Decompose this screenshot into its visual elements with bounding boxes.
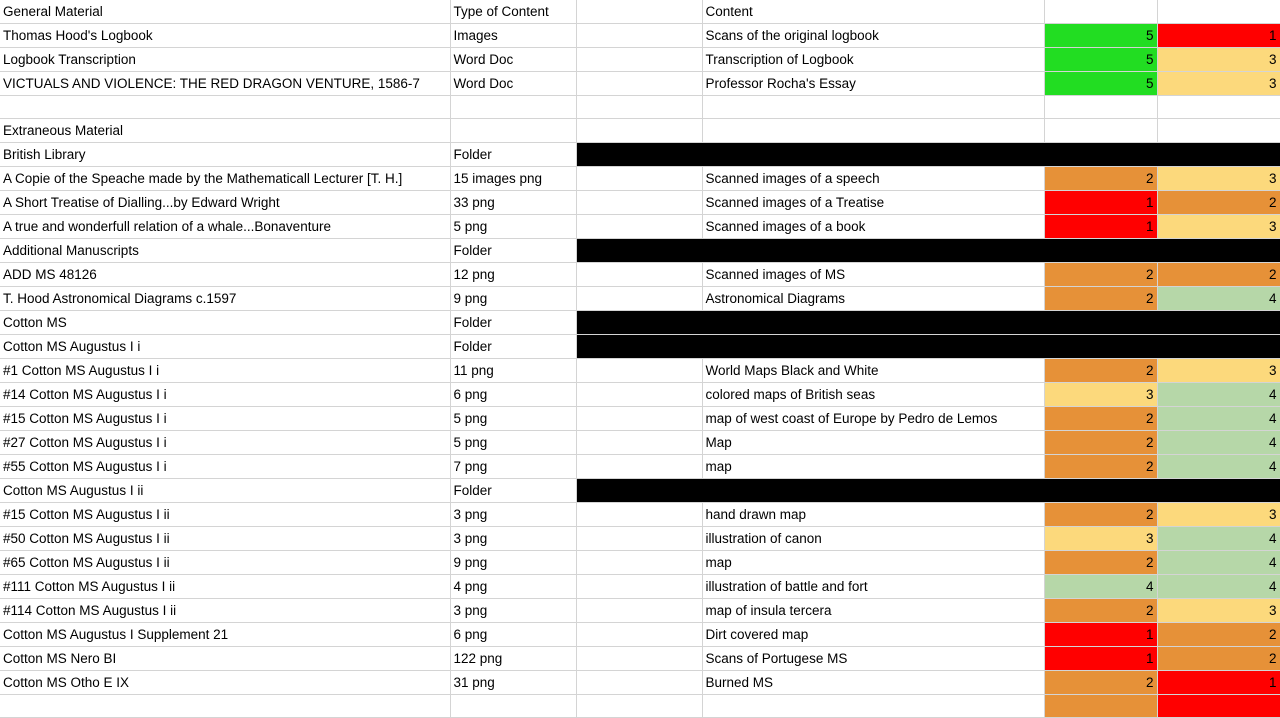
table-row[interactable]	[0, 191, 1280, 215]
cell-general-material[interactable]: Logbook Transcription	[0, 48, 450, 72]
cell-user-friendly-rating[interactable]: 4	[1157, 287, 1280, 311]
cell-general-material[interactable]: Cotton MS Augustus I ii	[0, 479, 450, 503]
cell-content[interactable]	[702, 119, 1044, 143]
cell-type-of-content[interactable]: 33 png	[450, 191, 576, 215]
cell-type-of-content[interactable]: 4 png	[450, 575, 576, 599]
cell-general-material[interactable]: #50 Cotton MS Augustus I ii	[0, 527, 450, 551]
table-row[interactable]	[0, 503, 1280, 527]
cell-useful-rating[interactable]: 5	[1044, 72, 1157, 96]
cell-type-of-content[interactable]: 6 png	[450, 383, 576, 407]
cell-user-friendly-rating[interactable]: 3	[1157, 599, 1280, 623]
cell-user-friendly-rating[interactable]: 4	[1157, 551, 1280, 575]
section-divider-bar	[576, 239, 1280, 263]
cell-type-of-content[interactable]: Images	[450, 24, 576, 48]
cell-spacer[interactable]	[576, 191, 702, 215]
cell-content[interactable]: Professor Rocha's Essay	[702, 72, 1044, 96]
cell-general-material[interactable]: #15 Cotton MS Augustus I i	[0, 407, 450, 431]
cell-type-of-content[interactable]: 9 png	[450, 551, 576, 575]
cell-spacer[interactable]	[576, 599, 702, 623]
cell-user-friendly-rating[interactable]: 4	[1157, 383, 1280, 407]
table-row[interactable]	[0, 287, 1280, 311]
cell-useful-rating[interactable]: 1	[1044, 623, 1157, 647]
cell-user-friendly-rating[interactable]: 3	[1157, 503, 1280, 527]
cell-content[interactable]	[702, 695, 1044, 718]
table-row[interactable]	[0, 575, 1280, 599]
column-header-content[interactable]: Content	[702, 0, 1044, 24]
cell-spacer[interactable]	[576, 48, 702, 72]
table-row[interactable]	[0, 623, 1280, 647]
cell-useful-rating[interactable]: 1	[1044, 647, 1157, 671]
cell-user-friendly-rating[interactable]: 4	[1157, 527, 1280, 551]
cell-type-of-content[interactable]: 3 png	[450, 503, 576, 527]
cell-type-of-content[interactable]: 6 png	[450, 623, 576, 647]
cell-useful-rating[interactable]: 1	[1044, 215, 1157, 239]
cell-general-material[interactable]: Extraneous Material	[0, 119, 450, 143]
cell-general-material[interactable]: #114 Cotton MS Augustus I ii	[0, 599, 450, 623]
table-row[interactable]	[0, 119, 1280, 143]
cell-useful-rating[interactable]: 2	[1044, 167, 1157, 191]
cell-type-of-content[interactable]: Folder	[450, 479, 576, 503]
cell-useful-rating[interactable]: 2	[1044, 503, 1157, 527]
cell-general-material[interactable]: A true and wonderfull relation of a whale...Bonaventure	[0, 215, 450, 239]
table-row[interactable]	[0, 431, 1280, 455]
column-header-type-of-content[interactable]: Type of Content	[450, 0, 576, 24]
cell-spacer[interactable]	[576, 96, 702, 119]
cell-content[interactable]: Transcription of Logbook	[702, 48, 1044, 72]
cell-spacer[interactable]	[576, 359, 702, 383]
cell-spacer[interactable]	[576, 551, 702, 575]
cell-useful-rating[interactable]: 2	[1044, 263, 1157, 287]
table-row[interactable]	[0, 263, 1280, 287]
table-row[interactable]	[0, 551, 1280, 575]
cell-type-of-content[interactable]: Word Doc	[450, 72, 576, 96]
cell-general-material[interactable]: Cotton MS Nero BI	[0, 647, 450, 671]
cell-general-material[interactable]	[0, 96, 450, 119]
cell-user-friendly-rating[interactable]: 1	[1157, 24, 1280, 48]
cell-content[interactable]: map	[702, 551, 1044, 575]
cell-content[interactable]: hand drawn map	[702, 503, 1044, 527]
cell-general-material[interactable]: ADD MS 48126	[0, 263, 450, 287]
cell-useful-rating[interactable]: 2	[1044, 359, 1157, 383]
cell-user-friendly-rating[interactable]: 2	[1157, 191, 1280, 215]
cell-spacer[interactable]	[576, 407, 702, 431]
cell-useful-rating[interactable]: 4	[1044, 575, 1157, 599]
column-header-general-material[interactable]: General Material	[0, 0, 450, 24]
cell-spacer[interactable]	[576, 527, 702, 551]
cell-useful-rating[interactable]: 2	[1044, 671, 1157, 695]
cell-useful-rating[interactable]: 2	[1044, 431, 1157, 455]
cell-spacer[interactable]	[576, 695, 702, 718]
cell-type-of-content[interactable]: 122 png	[450, 647, 576, 671]
cell-content[interactable]: Scanned images of a book	[702, 215, 1044, 239]
cell-user-friendly-rating[interactable]	[1157, 119, 1280, 143]
cell-user-friendly-rating[interactable]: 3	[1157, 167, 1280, 191]
cell-content[interactable]: illustration of battle and fort	[702, 575, 1044, 599]
cell-spacer[interactable]	[576, 24, 702, 48]
cell-general-material[interactable]: T. Hood Astronomical Diagrams c.1597	[0, 287, 450, 311]
table-row[interactable]	[0, 527, 1280, 551]
cell-type-of-content[interactable]	[450, 695, 576, 718]
cell-spacer[interactable]	[576, 383, 702, 407]
table-row[interactable]	[0, 239, 1280, 263]
cell-spacer[interactable]	[576, 287, 702, 311]
cell-useful-rating[interactable]: 2	[1044, 455, 1157, 479]
cell-content[interactable]: illustration of canon	[702, 527, 1044, 551]
cell-user-friendly-rating[interactable]: 3	[1157, 72, 1280, 96]
cell-user-friendly-rating[interactable]: 3	[1157, 48, 1280, 72]
cell-content[interactable]: Scanned images of a speech	[702, 167, 1044, 191]
cell-general-material[interactable]: #27 Cotton MS Augustus I i	[0, 431, 450, 455]
cell-spacer[interactable]	[576, 431, 702, 455]
cell-user-friendly-rating[interactable]: 4	[1157, 455, 1280, 479]
cell-general-material[interactable]: Thomas Hood's Logbook	[0, 24, 450, 48]
cell-type-of-content[interactable]	[450, 96, 576, 119]
cell-content[interactable]: map	[702, 455, 1044, 479]
cell-type-of-content[interactable]: 31 png	[450, 671, 576, 695]
cell-content[interactable]: Dirt covered map	[702, 623, 1044, 647]
cell-useful-rating[interactable]: 2	[1044, 407, 1157, 431]
column-header-user-friendly[interactable]	[1157, 0, 1280, 24]
cell-spacer[interactable]	[576, 215, 702, 239]
cell-spacer[interactable]	[576, 167, 702, 191]
cell-general-material[interactable]: Cotton MS Otho E IX	[0, 671, 450, 695]
cell-general-material[interactable]: #111 Cotton MS Augustus I ii	[0, 575, 450, 599]
cell-type-of-content[interactable]: Word Doc	[450, 48, 576, 72]
table-row[interactable]	[0, 479, 1280, 503]
cell-useful-rating[interactable]	[1044, 695, 1157, 718]
column-header-useful[interactable]	[1044, 0, 1157, 24]
cell-useful-rating[interactable]: 1	[1044, 191, 1157, 215]
header-row[interactable]	[0, 0, 1280, 24]
cell-type-of-content[interactable]: 11 png	[450, 359, 576, 383]
table-row[interactable]	[0, 671, 1280, 695]
cell-type-of-content[interactable]: Folder	[450, 239, 576, 263]
cell-type-of-content[interactable]: 5 png	[450, 407, 576, 431]
cell-general-material[interactable]	[0, 695, 450, 718]
cell-type-of-content[interactable]: 3 png	[450, 599, 576, 623]
cell-general-material[interactable]: #65 Cotton MS Augustus I ii	[0, 551, 450, 575]
cell-useful-rating[interactable]	[1044, 96, 1157, 119]
cell-content[interactable]: map of insula tercera	[702, 599, 1044, 623]
cell-general-material[interactable]: #55 Cotton MS Augustus I i	[0, 455, 450, 479]
cell-user-friendly-rating[interactable]: 2	[1157, 647, 1280, 671]
cell-user-friendly-rating[interactable]: 4	[1157, 575, 1280, 599]
table-row[interactable]	[0, 359, 1280, 383]
cell-useful-rating[interactable]	[1044, 119, 1157, 143]
cell-content[interactable]: Scanned images of a Treatise	[702, 191, 1044, 215]
table-row[interactable]	[0, 599, 1280, 623]
cell-content[interactable]: Astronomical Diagrams	[702, 287, 1044, 311]
cell-user-friendly-rating[interactable]: 2	[1157, 623, 1280, 647]
cell-useful-rating[interactable]: 2	[1044, 287, 1157, 311]
section-divider-bar	[576, 143, 1280, 167]
cell-content[interactable]: Scans of Portugese MS	[702, 647, 1044, 671]
cell-spacer[interactable]	[576, 119, 702, 143]
cell-spacer[interactable]	[576, 671, 702, 695]
cell-type-of-content[interactable]: 3 png	[450, 527, 576, 551]
cell-type-of-content[interactable]: 9 png	[450, 287, 576, 311]
cell-content[interactable]: map of west coast of Europe by Pedro de Lemos	[702, 407, 1044, 431]
cell-general-material[interactable]: VICTUALS AND VIOLENCE: THE RED DRAGON VENTURE, 1586-7	[0, 72, 450, 96]
cell-content[interactable]: Scans of the original logbook	[702, 24, 1044, 48]
cell-user-friendly-rating[interactable]: 1	[1157, 671, 1280, 695]
cell-general-material[interactable]: #14 Cotton MS Augustus I i	[0, 383, 450, 407]
cell-useful-rating[interactable]: 3	[1044, 383, 1157, 407]
table-row[interactable]	[0, 215, 1280, 239]
table-row[interactable]	[0, 167, 1280, 191]
cell-general-material[interactable]: Cotton MS Augustus I i	[0, 335, 450, 359]
cell-spacer[interactable]	[576, 263, 702, 287]
table-row[interactable]	[0, 383, 1280, 407]
cell-spacer[interactable]	[576, 455, 702, 479]
cell-spacer[interactable]	[576, 623, 702, 647]
cell-spacer[interactable]	[576, 72, 702, 96]
cell-content[interactable]: colored maps of British seas	[702, 383, 1044, 407]
cell-useful-rating[interactable]: 2	[1044, 599, 1157, 623]
table-row[interactable]	[0, 407, 1280, 431]
cell-general-material[interactable]: Additional Manuscripts	[0, 239, 450, 263]
cell-user-friendly-rating[interactable]: 4	[1157, 431, 1280, 455]
cell-content[interactable]: World Maps Black and White	[702, 359, 1044, 383]
cell-user-friendly-rating[interactable]: 4	[1157, 407, 1280, 431]
cell-spacer[interactable]	[576, 503, 702, 527]
cell-content[interactable]: Map	[702, 431, 1044, 455]
cell-general-material[interactable]: British Library	[0, 143, 450, 167]
cell-type-of-content[interactable]: 7 png	[450, 455, 576, 479]
table-row[interactable]	[0, 311, 1280, 335]
cell-general-material[interactable]: A Copie of the Speache made by the Mathematicall Lecturer [T. H.]	[0, 167, 450, 191]
cell-general-material[interactable]: A Short Treatise of Dialling...by Edward Wright	[0, 191, 450, 215]
table-row[interactable]	[0, 455, 1280, 479]
section-divider-bar	[576, 479, 1280, 503]
cell-content[interactable]: Scanned images of MS	[702, 263, 1044, 287]
cell-useful-rating[interactable]: 5	[1044, 24, 1157, 48]
cell-type-of-content[interactable]: 5 png	[450, 215, 576, 239]
cell-general-material[interactable]: #15 Cotton MS Augustus I ii	[0, 503, 450, 527]
table-row[interactable]	[0, 143, 1280, 167]
table-row[interactable]	[0, 24, 1280, 48]
cell-type-of-content[interactable]: Folder	[450, 311, 576, 335]
cell-user-friendly-rating[interactable]: 2	[1157, 263, 1280, 287]
cell-type-of-content[interactable]: 15 images png	[450, 167, 576, 191]
cell-content[interactable]	[702, 96, 1044, 119]
table-row[interactable]	[0, 72, 1280, 96]
cell-user-friendly-rating[interactable]: 3	[1157, 359, 1280, 383]
cell-user-friendly-rating[interactable]	[1157, 695, 1280, 718]
cell-type-of-content[interactable]: 5 png	[450, 431, 576, 455]
cell-useful-rating[interactable]: 3	[1044, 527, 1157, 551]
cell-content[interactable]: Burned MS	[702, 671, 1044, 695]
cell-type-of-content[interactable]: Folder	[450, 335, 576, 359]
cell-general-material[interactable]: Cotton MS Augustus I Supplement 21	[0, 623, 450, 647]
cell-user-friendly-rating[interactable]	[1157, 96, 1280, 119]
cell-spacer[interactable]	[576, 575, 702, 599]
cell-type-of-content[interactable]: Folder	[450, 143, 576, 167]
section-divider-bar	[576, 311, 1280, 335]
cell-general-material[interactable]: #1 Cotton MS Augustus I i	[0, 359, 450, 383]
table-row[interactable]	[0, 335, 1280, 359]
table-row[interactable]	[0, 48, 1280, 72]
cell-spacer[interactable]	[576, 0, 702, 24]
cell-general-material[interactable]: Cotton MS	[0, 311, 450, 335]
section-divider-bar	[576, 335, 1280, 359]
cell-type-of-content[interactable]: 12 png	[450, 263, 576, 287]
cell-useful-rating[interactable]: 5	[1044, 48, 1157, 72]
cell-useful-rating[interactable]: 2	[1044, 551, 1157, 575]
cell-type-of-content[interactable]	[450, 119, 576, 143]
table-row[interactable]	[0, 695, 1280, 718]
table-row[interactable]	[0, 96, 1280, 119]
cell-user-friendly-rating[interactable]: 3	[1157, 215, 1280, 239]
